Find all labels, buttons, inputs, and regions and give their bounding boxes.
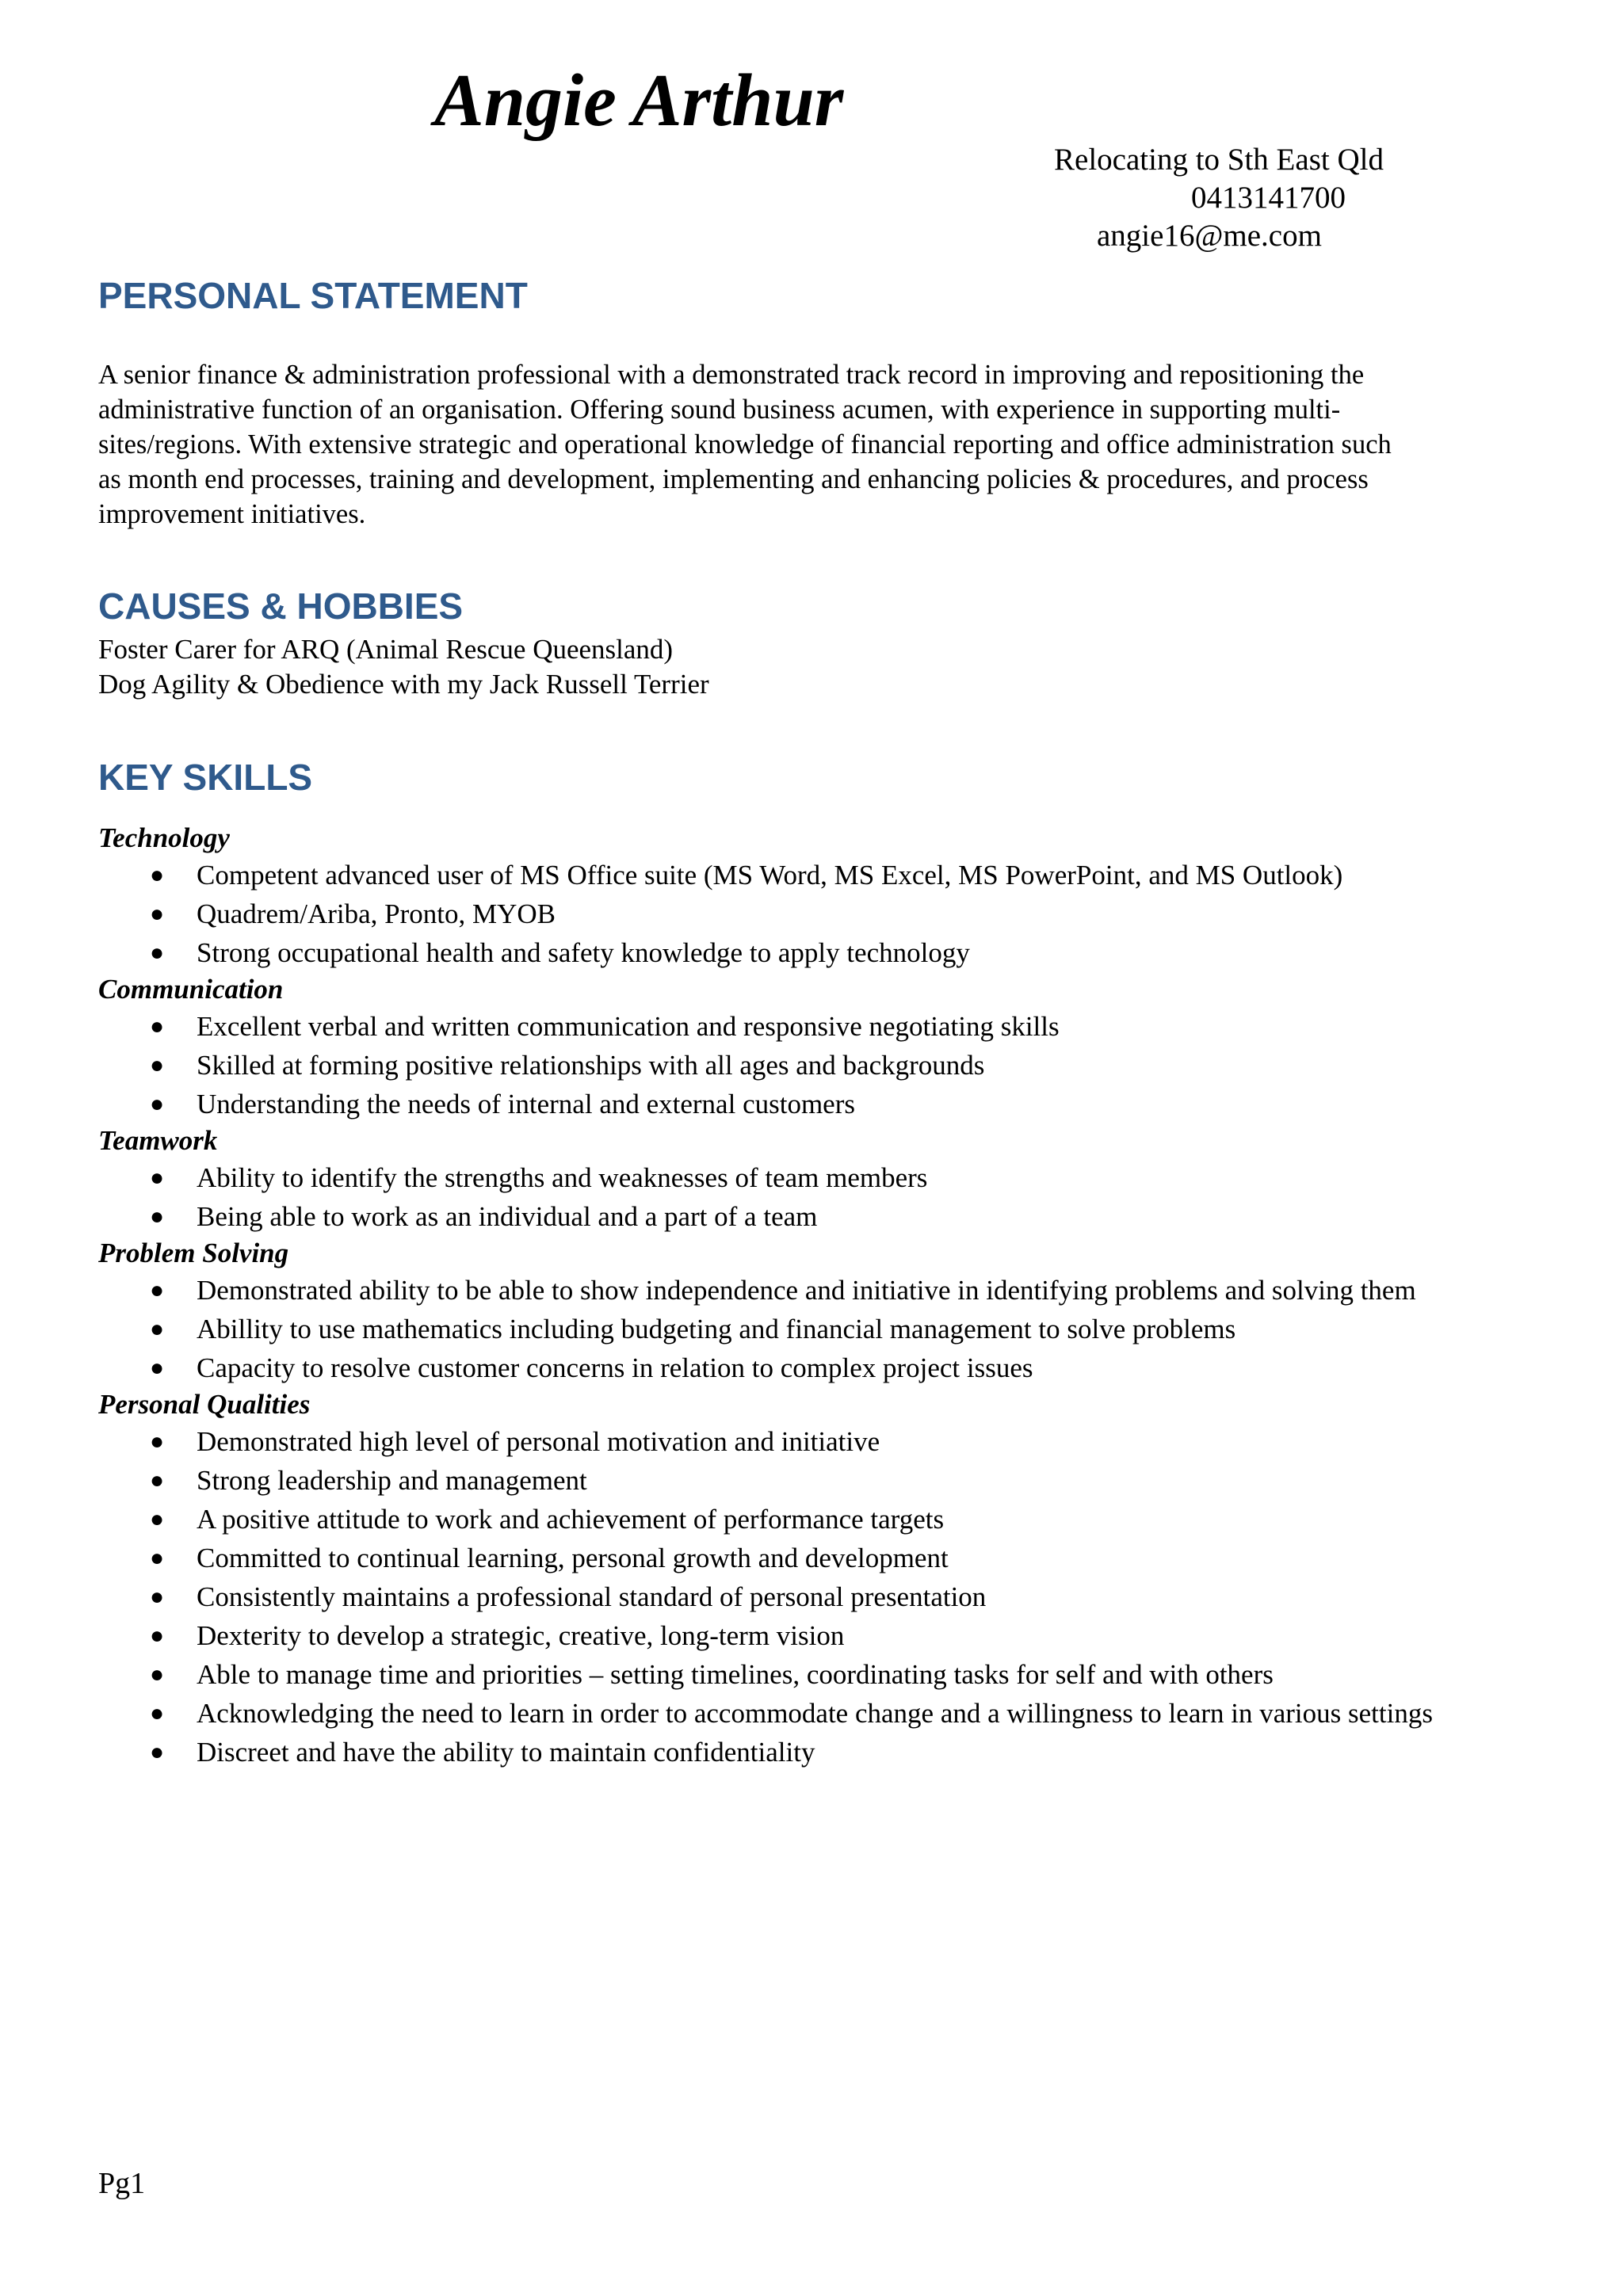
personal-statement-text: [98, 357, 1533, 532]
skill-item-text: Acknowledging the need to learn in order to accommodate change and a willingness to learn in various settings: [197, 1698, 1433, 1729]
statement-line: sites/regions. With extensive strategic and operational knowledge of financial reporting and office administration such: [98, 429, 1392, 460]
skill-bullets: [98, 1422, 1580, 1772]
hobby-item: Dog Agility & Obedience with my Jack Russell Terrier: [98, 669, 709, 700]
skill-item: [98, 1197, 1580, 1236]
personal-statement-heading: PERSONAL STATEMENT: [98, 275, 528, 316]
skill-item-text: Dexterity to develop a strategic, creative, long-term vision: [197, 1620, 845, 1651]
bullet-icon: ●: [149, 1277, 165, 1303]
skill-group-title: Teamwork: [98, 1125, 218, 1156]
key-skills-heading: KEY SKILLS: [98, 757, 313, 798]
skill-group-title: Communication: [98, 974, 284, 1005]
skill-item-text: Able to manage time and priorities – setting timelines, coordinating tasks for self and with others: [197, 1659, 1274, 1690]
bullet-icon: ●: [149, 1661, 165, 1688]
candidate-name: Angie Arthur: [434, 59, 844, 142]
skill-item: [98, 894, 1580, 933]
skill-item: [98, 1348, 1580, 1387]
skill-item: [98, 1007, 1580, 1046]
bullet-icon: ●: [149, 1584, 165, 1610]
bullet-icon: ●: [149, 1091, 165, 1117]
bullet-icon: ●: [149, 1506, 165, 1532]
bullet-icon: ●: [149, 940, 165, 966]
skill-group-problem-solving: [98, 1236, 1580, 1387]
bullet-icon: ●: [149, 1739, 165, 1765]
statement-line: A senior finance & administration professional with a demonstrated track record in improving and repositioning the: [98, 360, 1365, 390]
bullet-icon: ●: [149, 1355, 165, 1381]
bullet-icon: ●: [149, 1165, 165, 1191]
skill-item-text: Understanding the needs of internal and external customers: [197, 1089, 855, 1119]
bullet-icon: ●: [149, 1700, 165, 1726]
skill-item: [98, 1461, 1580, 1500]
skill-item: [98, 1694, 1580, 1733]
skill-item-text: Committed to continual learning, personal growth and development: [197, 1543, 949, 1573]
skill-item-text: Demonstrated ability to be able to show independence and initiative in identifying problems and solving them: [197, 1275, 1416, 1306]
skill-item: [98, 1085, 1580, 1123]
skill-group-communication: [98, 972, 1580, 1123]
skill-bullets: [98, 1158, 1580, 1236]
skill-item-text: Discreet and have the ability to maintain confidentiality: [197, 1737, 815, 1768]
causes-hobbies-heading: CAUSES & HOBBIES: [98, 585, 464, 627]
skill-group-title: Problem Solving: [98, 1238, 289, 1268]
key-skills-list: [98, 821, 1580, 1772]
skill-item-text: Abillity to use mathematics including budgeting and financial management to solve problems: [197, 1314, 1236, 1344]
skill-item: [98, 856, 1580, 894]
skill-item-text: Being able to work as an individual and a part of a team: [197, 1201, 818, 1232]
bullet-icon: ●: [149, 862, 165, 888]
skill-item: [98, 1422, 1580, 1461]
bullet-icon: ●: [149, 1013, 165, 1039]
skill-item: [98, 933, 1580, 972]
bullet-icon: ●: [149, 901, 165, 927]
statement-line: administrative function of an organisation. Offering sound business acumen, with experience in supporting multi-: [98, 395, 1341, 425]
skill-item: [98, 1046, 1580, 1085]
skill-bullets: [98, 1007, 1580, 1123]
skill-item: [98, 1616, 1580, 1655]
skill-bullets: [98, 856, 1580, 972]
skill-item-text: Quadrem/Ariba, Pronto, MYOB: [197, 898, 556, 929]
skill-item-text: Strong leadership and management: [197, 1465, 587, 1496]
bullet-icon: ●: [149, 1545, 165, 1571]
skill-item-text: Excellent verbal and written communication and responsive negotiating skills: [197, 1011, 1060, 1042]
skill-item: [98, 1271, 1580, 1310]
skill-bullets: [98, 1271, 1580, 1387]
skill-item: [98, 1158, 1580, 1197]
skill-group-title: Personal Qualities: [98, 1389, 311, 1420]
bullet-icon: ●: [149, 1316, 165, 1342]
skill-item-text: Competent advanced user of MS Office suite (MS Word, MS Excel, MS PowerPoint, and MS Outlook): [197, 860, 1343, 891]
bullet-icon: ●: [149, 1203, 165, 1230]
skill-group-title: Technology: [98, 822, 230, 853]
location-text: Relocating to Sth East Qld: [1054, 143, 1384, 177]
skill-item: [98, 1577, 1580, 1616]
skill-item: [98, 1539, 1580, 1577]
skill-item: [98, 1655, 1580, 1694]
statement-line: as month end processes, training and development, implementing and enhancing policies & procedures, and process: [98, 464, 1369, 494]
bullet-icon: ●: [149, 1428, 165, 1455]
skill-group-teamwork: [98, 1123, 1580, 1236]
phone-number: 0413141700: [1191, 181, 1346, 215]
bullet-icon: ●: [149, 1623, 165, 1649]
statement-line: improvement initiatives.: [98, 499, 366, 529]
skill-item-text: Consistently maintains a professional standard of personal presentation: [197, 1581, 987, 1612]
skill-item: [98, 1310, 1580, 1348]
page-number: Pg1: [98, 2167, 146, 2200]
skill-item-text: Demonstrated high level of personal motivation and initiative: [197, 1426, 880, 1457]
skill-item: [98, 1733, 1580, 1772]
email-address: angie16@me.com: [1097, 219, 1322, 253]
hobby-item: Foster Carer for ARQ (Animal Rescue Queensland): [98, 634, 674, 665]
skill-item-text: Strong occupational health and safety knowledge to apply technology: [197, 937, 970, 968]
bullet-icon: ●: [149, 1467, 165, 1493]
skill-item-text: Capacity to resolve customer concerns in relation to complex project issues: [197, 1352, 1033, 1383]
skill-item-text: Ability to identify the strengths and weaknesses of team members: [197, 1162, 928, 1193]
bullet-icon: ●: [149, 1052, 165, 1078]
skill-item-text: Skilled at forming positive relationships with all ages and backgrounds: [197, 1050, 985, 1081]
skill-group-technology: [98, 821, 1580, 972]
skill-group-personal-qualities: [98, 1387, 1580, 1772]
skill-item-text: A positive attitude to work and achievement of performance targets: [197, 1504, 945, 1535]
skill-item: [98, 1500, 1580, 1539]
